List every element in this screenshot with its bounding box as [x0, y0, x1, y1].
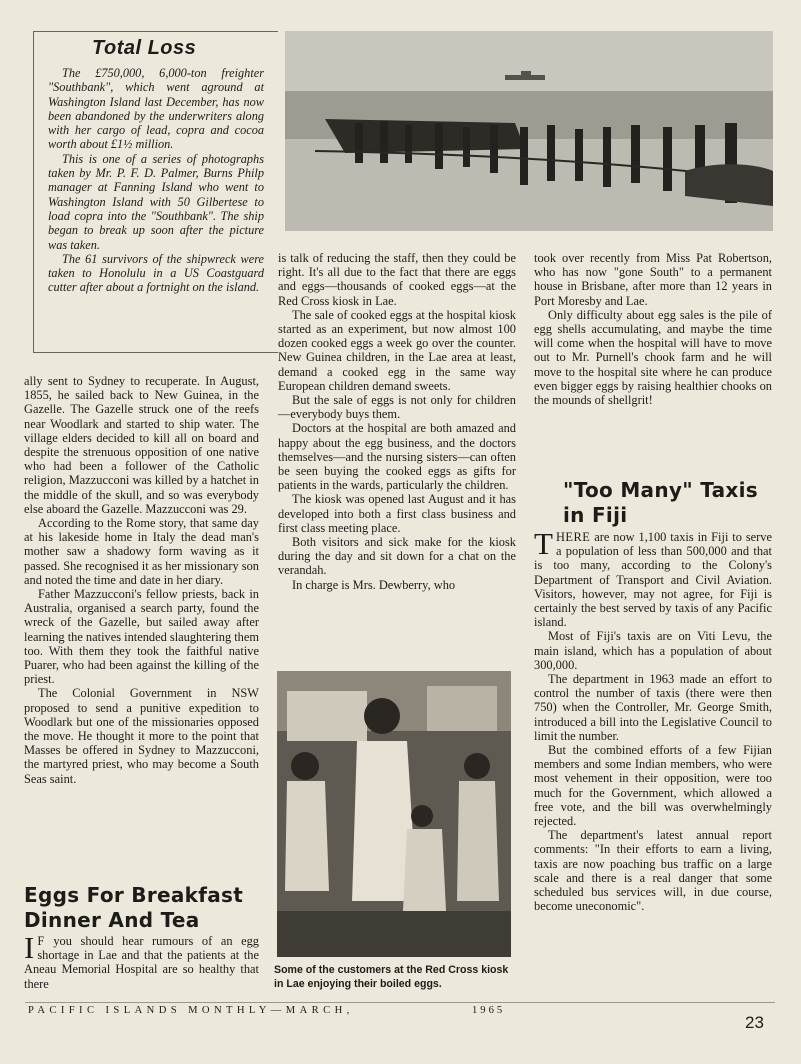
footer-divider — [25, 1002, 775, 1003]
drop-cap: T — [534, 526, 553, 561]
paragraph: Most of Fiji's taxis are on Viti Levu, the main island, which has a population of about 300,000. — [534, 629, 772, 672]
paragraph: Only difficulty about egg sales is the pile of egg shells accumulating, and maybe the time will come when the hospital will have to move out to Mr. Purnell's chook farm and he will move to the hospital site where he can produce even bigger eggs by raising healthier chooks on the mounds of shellgrit! — [534, 307, 772, 408]
paragraph: ally sent to Sydney to recuperate. In August, 1855, he sailed back to New Guinea, in the Gazelle. The Gazelle struck one of the reefs near Woodlark and started to ship water. The village elders decided to kill all on board and despite the strenuous opposition of one native who had been a follower of the Catholic religion, Mazzucconi was killed by a hatchet in the middle of the skull, and so was everybody else aboard the Gazelle. Mazzucconi was 29. — [24, 374, 259, 516]
article-title: "Too Many" Taxis in Fiji — [563, 478, 758, 527]
paragraph: Father Mazzucconi's fellow priests, back in Australia, organised a search party, found the wreck of the Gazelle, but sailed away after learning the natives intended slaughtering them too. With them they took the faithful native Puarer, who had been against the killing of the priest. — [24, 587, 260, 687]
box-title: Total Loss — [92, 37, 197, 59]
box-text — [48, 66, 264, 295]
column-3-taxis: THERE are now 1,100 taxis in Fiji to serve a population of less than 500,000 and that is too many, according to the Colony's Department of Transport and Civil Aviation. Visitors, however, may not agree, for Fiji is certainly the best served by taxis of any Pacific island. Most of Fiji's taxis are on Viti Levu, the main island, which has a population of about 300,000. The department in 1963 made an effort to control the number of taxis (there were then 750) when the Controller, Mr. George Smith, introduced a bill into the Legislative Council to limit the number. But the combined efforts of a few Fijian members and some Indian members, who were most vehement in their opposition, were too much for the Government, which allowed a free vote, and the bill was overwhelmingly rejected. The department's latest annual report comments: "In their efforts to earn a living, taxis are now poaching bus traffic on a large scale and there is a real danger that some scheduled bus services will, in due course, become uneconomic". — [534, 526, 772, 914]
photo-caption: Some of the customers at the Red Cross kiosk in Lae enjoying their boiled eggs. — [274, 964, 509, 990]
box-paragraph: The £750,000, 6,000-ton freighter "Southbank", which went aground at Washington Island last December, has now been abandoned by the underwriters along with her cargo of lead, copra and cocoa worth about £1½ million. — [48, 66, 264, 152]
footer-year: 1965 — [472, 1005, 506, 1016]
shipwreck-photo-image — [285, 31, 773, 231]
paragraph: But the combined efforts of a few Fijian members and some Indian members, who were most vehement in their opposition, were too much for the Government, which allowed a free vote, and the bill was overwhelmingly rejected. — [534, 743, 772, 829]
paragraph: Both visitors and sick make for the kiosk during the day and sit down for a chat on the verandah. — [278, 535, 516, 578]
box-paragraph: This is one of a series of photographs taken by Mr. P. F. D. Palmer, Burns Philp manager at Fanning Island who went to Washington Island with 50 Gilbertese to load copra into the "Southbank". The ship began to break up soon after the picture was taken. — [48, 151, 264, 252]
paragraph: In charge is Mrs. Dewberry, who — [292, 577, 456, 592]
paragraph: is talk of reducing the staff, then they could be right. It's all due to the fact that there are eggs and eggs—thousands of cooked eggs—at the Red Cross kiosk in Lae. — [278, 251, 516, 308]
column-1 — [24, 374, 259, 786]
paragraph: The department in 1963 made an effort to control the number of taxis (there were then 750) when the Controller, Mr. George Smith, introduced a bill into the Legislative Council to limit the number. — [534, 672, 772, 743]
article-title: Eggs For Breakfast Dinner And Tea — [24, 883, 244, 932]
eggs-lead: I F you should hear rumours of an egg shortage in Lae and that the patients at the Aneau Memorial Hospital are so healthy that there — [24, 930, 259, 991]
drop-cap: I — [24, 930, 35, 965]
paragraph: The sale of cooked eggs at the hospital kiosk started as an experiment, but now almost 100 dozen cooked eggs a week go over the counter. New Guinea children, in the Lae area at least, demand a cooked egg in the same way European children demand sweets. — [278, 307, 516, 393]
paragraph: But the sale of eggs is not only for children—everybody buys them. — [278, 393, 516, 422]
paragraph: The department's latest annual report comments: "In their efforts to earn a living, taxis are now poaching bus traffic on a large scale and there is a real danger that some scheduled bus services will, in due course, become uneconomic". — [534, 828, 772, 914]
paragraph: The kiosk was opened last August and it has developed into both a first class business and first class meeting place. — [278, 492, 516, 535]
paragraph: took over recently from Miss Pat Robertson, who has now "gone South" to a permanent house in Brisbane, after more than 12 years in Port Moresby and Lae. — [534, 251, 772, 308]
kiosk-photo — [277, 671, 511, 957]
paragraph: According to the Rome story, that same day at his lakeside home in Italy the dead man's mother saw a shadowy form waving as it passed. She recognised it as her missionary son and noted the time and date in her diary. — [24, 516, 259, 587]
paragraph: The Colonial Government in NSW proposed to send a punitive expedition to Woodlark but one of the missionaries opposed the move. He thought it more to the point that Masses be offered in Sydney to Mazzucconi, the martyred priest, who may become a South Seas saint. — [24, 686, 259, 786]
kiosk-photo-image — [277, 671, 511, 957]
column-3 — [534, 251, 772, 407]
page-number: 23 — [745, 1013, 764, 1032]
column-2 — [278, 251, 516, 592]
shipwreck-photo — [285, 31, 773, 231]
box-paragraph: The 61 survivors of the shipwreck were taken to Honolulu in a US Coastguard cutter after about a fortnight on the island. — [48, 251, 264, 295]
footer-publication: PACIFIC ISLANDS MONTHLY—MARCH, — [28, 1005, 354, 1016]
paragraph: Doctors at the hospital are both amazed and happy about the egg business, and the doctors themselves—and the nursing sisters—can often be seen buying the cooked eggs as gifts for patients in the wards, particularly the children. — [278, 421, 516, 493]
